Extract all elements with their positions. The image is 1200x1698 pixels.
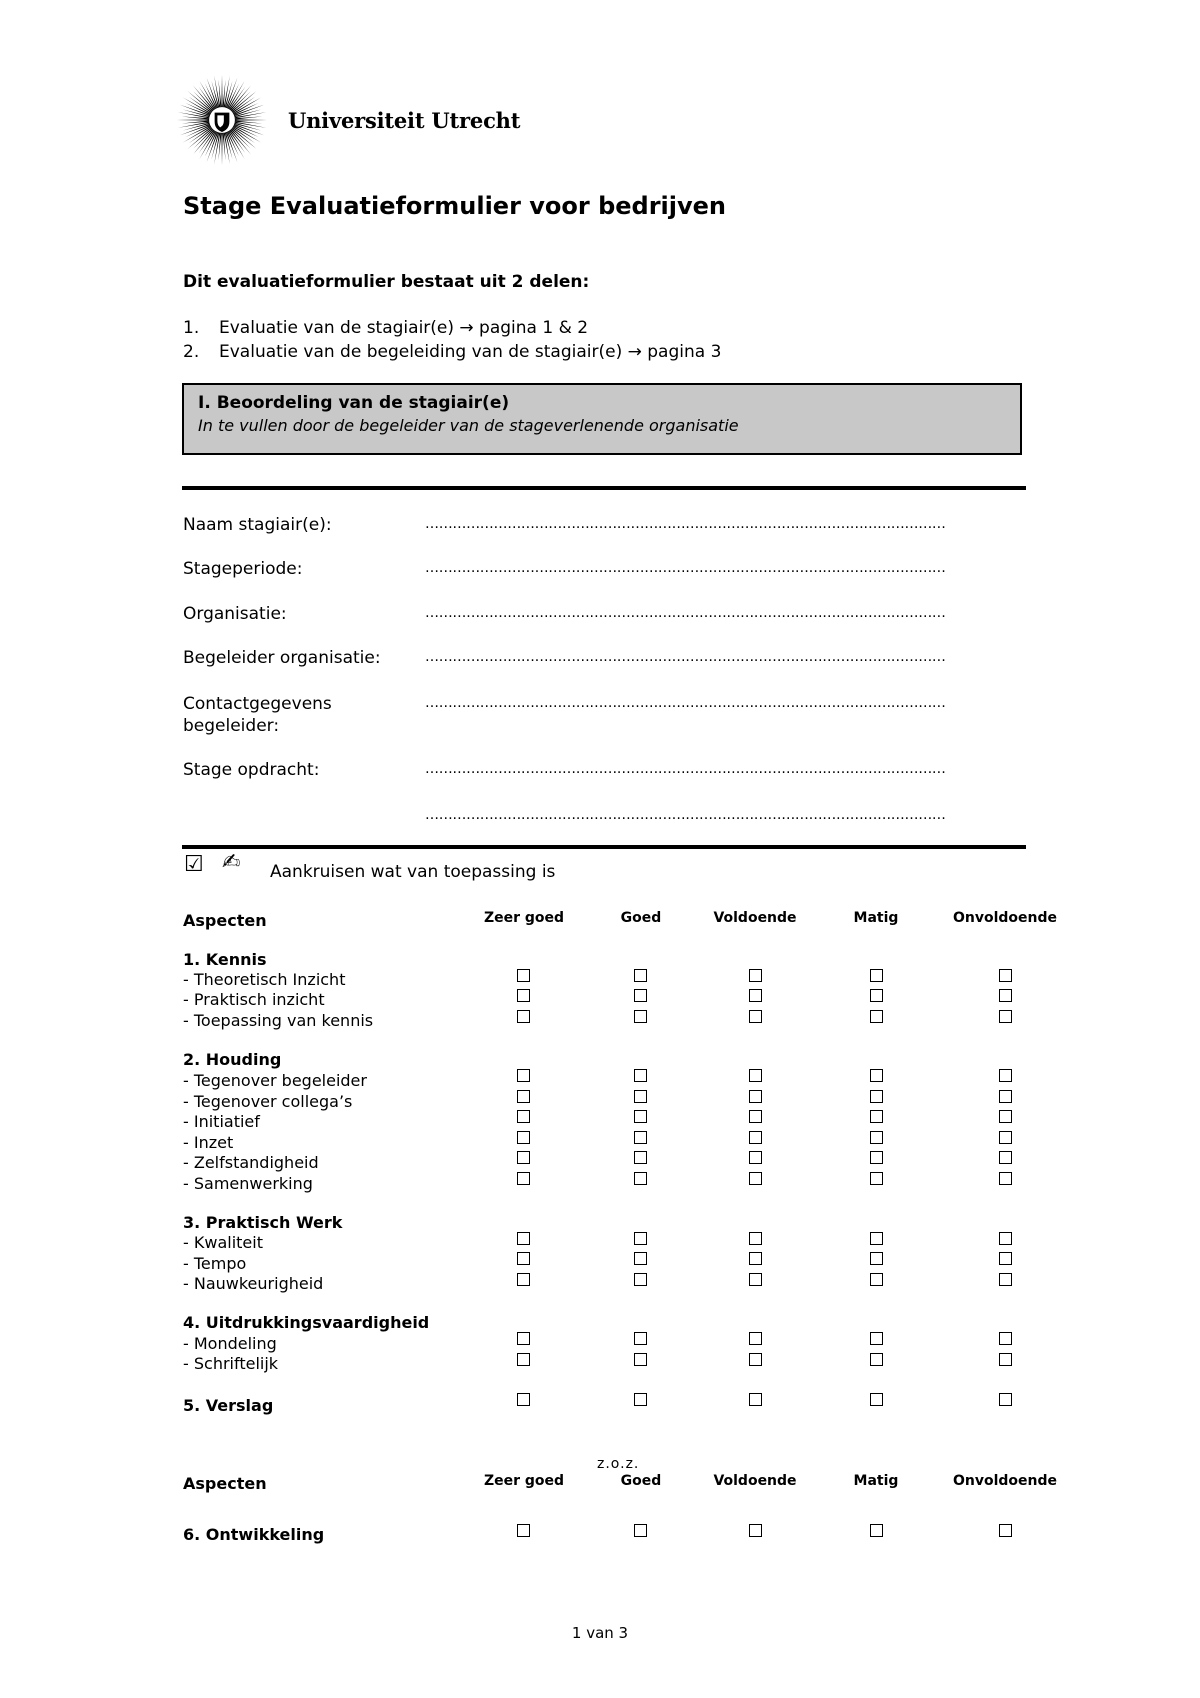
page-number: 1 van 3 bbox=[571, 1624, 629, 1642]
rating-checkbox[interactable] bbox=[749, 1393, 762, 1406]
rating-checkbox[interactable] bbox=[999, 1232, 1012, 1245]
aspects-header: Aspecten bbox=[183, 911, 267, 930]
rating-checkbox[interactable] bbox=[749, 1332, 762, 1345]
rating-checkbox[interactable] bbox=[999, 1252, 1012, 1265]
rating-checkbox[interactable] bbox=[749, 989, 762, 1002]
university-name: Universiteit Utrecht bbox=[288, 108, 521, 133]
rating-checkbox[interactable] bbox=[634, 1232, 647, 1245]
list-item: 2. Evaluatie van de begeleiding van de stagiair(e) → pagina 3 bbox=[183, 342, 722, 362]
field-label-contactgegevens: Contactgegevens begeleider: bbox=[183, 694, 332, 736]
rating-checkbox[interactable] bbox=[517, 1524, 530, 1537]
column-header-zeer-goed: Zeer goed bbox=[483, 1473, 565, 1489]
rating-checkbox[interactable] bbox=[999, 1524, 1012, 1537]
rating-checkbox[interactable] bbox=[517, 1232, 530, 1245]
rating-checkbox[interactable] bbox=[634, 989, 647, 1002]
rating-checkbox[interactable] bbox=[634, 1110, 647, 1123]
parts-list bbox=[183, 316, 721, 364]
rating-checkbox[interactable] bbox=[634, 1273, 647, 1286]
rating-checkbox[interactable] bbox=[634, 1524, 647, 1537]
column-header-onvoldoende: Onvoldoende bbox=[952, 1473, 1058, 1489]
rating-checkbox[interactable] bbox=[870, 1252, 883, 1265]
rating-checkbox[interactable] bbox=[634, 1131, 647, 1144]
column-header-onvoldoende: Onvoldoende bbox=[952, 910, 1058, 926]
group-title-praktisch-werk: 3. Praktisch Werk bbox=[183, 1213, 343, 1232]
page-title: Stage Evaluatieformulier voor bedrijven bbox=[183, 192, 727, 220]
rating-checkbox[interactable] bbox=[634, 1151, 647, 1164]
field-opdracht-input-2[interactable]: …………………………………………………………………………………………………… bbox=[425, 807, 946, 823]
rating-checkbox[interactable] bbox=[870, 1131, 883, 1144]
rating-checkbox[interactable] bbox=[749, 1131, 762, 1144]
rating-checkbox[interactable] bbox=[870, 1393, 883, 1406]
list-item: 1. Evaluatie van de stagiair(e) → pagina 1 & 2 bbox=[183, 318, 589, 338]
rating-checkbox[interactable] bbox=[870, 989, 883, 1002]
rating-checkbox[interactable] bbox=[999, 1110, 1012, 1123]
field-begeleider-input[interactable]: …………………………………………………………………………………………………… bbox=[425, 649, 946, 665]
rating-checkbox[interactable] bbox=[999, 989, 1012, 1002]
rating-checkbox[interactable] bbox=[870, 1232, 883, 1245]
university-seal-icon bbox=[176, 74, 268, 166]
rating-checkbox[interactable] bbox=[999, 1131, 1012, 1144]
rating-checkbox[interactable] bbox=[749, 1090, 762, 1103]
field-stageperiode-input[interactable]: …………………………………………………………………………………………………… bbox=[425, 560, 946, 576]
rating-checkbox[interactable] bbox=[870, 1353, 883, 1366]
rating-checkbox[interactable] bbox=[517, 1010, 530, 1023]
rating-checkbox[interactable] bbox=[870, 1524, 883, 1537]
rating-checkbox[interactable] bbox=[517, 1332, 530, 1345]
rating-checkbox[interactable] bbox=[517, 1069, 530, 1082]
rating-checkbox[interactable] bbox=[517, 1131, 530, 1144]
rating-checkbox[interactable] bbox=[749, 1252, 762, 1265]
rating-checkbox[interactable] bbox=[749, 1232, 762, 1245]
rating-checkbox[interactable] bbox=[749, 1010, 762, 1023]
column-header-zeer-goed: Zeer goed bbox=[483, 910, 565, 926]
rating-checkbox[interactable] bbox=[999, 1353, 1012, 1366]
field-label-organisatie: Organisatie: bbox=[183, 604, 287, 624]
item-label: - Samenwerking bbox=[183, 1174, 313, 1193]
item-label: - Zelfstandigheid bbox=[183, 1153, 319, 1172]
rating-checkbox[interactable] bbox=[634, 1332, 647, 1345]
rating-checkbox[interactable] bbox=[634, 1069, 647, 1082]
rating-checkbox[interactable] bbox=[999, 1393, 1012, 1406]
rating-checkbox[interactable] bbox=[749, 1273, 762, 1286]
field-label-stageperiode: Stageperiode: bbox=[183, 559, 303, 579]
rating-checkbox[interactable] bbox=[634, 1393, 647, 1406]
section-title: I. Beoordeling van de stagiair(e) bbox=[198, 393, 510, 413]
group-title-verslag: 5. Verslag bbox=[183, 1396, 274, 1415]
item-label: - Theoretisch Inzicht bbox=[183, 970, 346, 989]
rating-checkbox[interactable] bbox=[634, 1010, 647, 1023]
item-label: - Tegenover collega’s bbox=[183, 1092, 353, 1111]
item-label: - Kwaliteit bbox=[183, 1233, 263, 1252]
item-label: - Toepassing van kennis bbox=[183, 1011, 374, 1030]
rating-checkbox[interactable] bbox=[870, 1273, 883, 1286]
check-instruction-text: Aankruisen wat van toepassing is bbox=[270, 862, 556, 882]
field-opdracht-input[interactable]: …………………………………………………………………………………………………… bbox=[425, 761, 946, 777]
rating-checkbox[interactable] bbox=[634, 1090, 647, 1103]
rating-checkbox[interactable] bbox=[517, 1353, 530, 1366]
field-naam-input[interactable]: …………………………………………………………………………………………………… bbox=[425, 516, 946, 532]
rating-checkbox[interactable] bbox=[749, 1524, 762, 1537]
rating-checkbox[interactable] bbox=[999, 1172, 1012, 1185]
item-label: - Schriftelijk bbox=[183, 1354, 279, 1373]
rating-checkbox[interactable] bbox=[870, 1110, 883, 1123]
column-header-matig: Matig bbox=[853, 1473, 899, 1489]
writing-hand-icon: ✍ bbox=[222, 850, 241, 875]
rating-checkbox[interactable] bbox=[749, 1172, 762, 1185]
column-header-voldoende: Voldoende bbox=[713, 910, 797, 926]
rating-checkbox[interactable] bbox=[999, 1273, 1012, 1286]
rating-checkbox[interactable] bbox=[870, 1010, 883, 1023]
group-title-ontwikkeling: 6. Ontwikkeling bbox=[183, 1525, 325, 1544]
item-label: - Nauwkeurigheid bbox=[183, 1274, 324, 1293]
checkbox-checked-icon: ☑ bbox=[184, 852, 204, 877]
group-title-uitdrukkingsvaardigheid: 4. Uitdrukkingsvaardigheid bbox=[183, 1313, 430, 1332]
column-header-voldoende: Voldoende bbox=[713, 1473, 797, 1489]
item-label: - Mondeling bbox=[183, 1334, 277, 1353]
item-label: - Praktisch inzicht bbox=[183, 990, 325, 1009]
rating-checkbox[interactable] bbox=[999, 1151, 1012, 1164]
rating-checkbox[interactable] bbox=[517, 1151, 530, 1164]
divider bbox=[182, 486, 1026, 490]
rating-checkbox[interactable] bbox=[749, 969, 762, 982]
intro-text: Dit evaluatieformulier bestaat uit 2 delen: bbox=[183, 272, 590, 292]
rating-checkbox[interactable] bbox=[517, 1393, 530, 1406]
rating-checkbox[interactable] bbox=[517, 1090, 530, 1103]
divider bbox=[182, 845, 1026, 849]
item-label: - Tegenover begeleider bbox=[183, 1071, 367, 1090]
field-label-begeleider: Begeleider organisatie: bbox=[183, 648, 381, 668]
section-subtitle: In te vullen door de begeleider van de stageverlenende organisatie bbox=[198, 416, 739, 435]
column-header-matig: Matig bbox=[853, 910, 899, 926]
rating-checkbox[interactable] bbox=[517, 1273, 530, 1286]
rating-checkbox[interactable] bbox=[749, 1069, 762, 1082]
rating-checkbox[interactable] bbox=[870, 969, 883, 982]
column-header-goed: Goed bbox=[620, 910, 662, 926]
rating-checkbox[interactable] bbox=[870, 1069, 883, 1082]
column-header-goed: Goed bbox=[620, 1473, 662, 1489]
field-label-naam: Naam stagiair(e): bbox=[183, 515, 332, 535]
section-header-box bbox=[182, 383, 1022, 455]
item-label: - Tempo bbox=[183, 1254, 247, 1273]
group-title-houding: 2. Houding bbox=[183, 1050, 282, 1069]
rating-checkbox[interactable] bbox=[634, 1353, 647, 1366]
aspects-header: Aspecten bbox=[183, 1474, 267, 1493]
rating-checkbox[interactable] bbox=[870, 1332, 883, 1345]
rating-checkbox[interactable] bbox=[999, 1090, 1012, 1103]
rating-checkbox[interactable] bbox=[870, 1090, 883, 1103]
rating-checkbox[interactable] bbox=[634, 1172, 647, 1185]
rating-checkbox[interactable] bbox=[634, 969, 647, 982]
zoz-note: z.o.z. bbox=[597, 1456, 640, 1472]
rating-checkbox[interactable] bbox=[517, 969, 530, 982]
rating-checkbox[interactable] bbox=[999, 1332, 1012, 1345]
group-title-kennis: 1. Kennis bbox=[183, 950, 267, 969]
item-label: - Initiatief bbox=[183, 1112, 260, 1131]
rating-checkbox[interactable] bbox=[517, 989, 530, 1002]
rating-checkbox[interactable] bbox=[749, 1353, 762, 1366]
rating-checkbox[interactable] bbox=[870, 1172, 883, 1185]
field-label-opdracht: Stage opdracht: bbox=[183, 760, 320, 780]
field-organisatie-input[interactable]: …………………………………………………………………………………………………… bbox=[425, 605, 946, 621]
rating-checkbox[interactable] bbox=[999, 1010, 1012, 1023]
field-contactgegevens-input[interactable]: …………………………………………………………………………………………………… bbox=[425, 695, 946, 711]
rating-checkbox[interactable] bbox=[517, 1172, 530, 1185]
rating-checkbox[interactable] bbox=[634, 1252, 647, 1265]
rating-checkbox[interactable] bbox=[517, 1110, 530, 1123]
rating-checkbox[interactable] bbox=[870, 1151, 883, 1164]
rating-checkbox[interactable] bbox=[517, 1252, 530, 1265]
rating-checkbox[interactable] bbox=[999, 969, 1012, 982]
rating-checkbox[interactable] bbox=[749, 1151, 762, 1164]
rating-checkbox[interactable] bbox=[749, 1110, 762, 1123]
item-label: - Inzet bbox=[183, 1133, 234, 1152]
rating-checkbox[interactable] bbox=[999, 1069, 1012, 1082]
